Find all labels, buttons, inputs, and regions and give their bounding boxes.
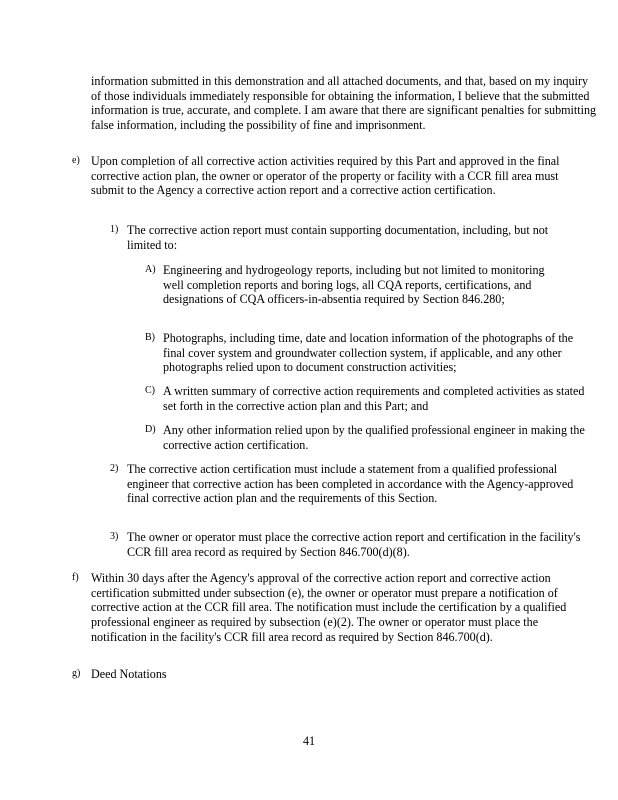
item-e3-marker: 3) — [110, 531, 119, 542]
item-e1a-marker: A) — [145, 264, 156, 275]
item-e1b-text: Photographs, including time, date and location information of the photographs of the final cover system and groundwater collection system, if applicable, and any other photographs relied upon to document construction activities; — [163, 331, 574, 375]
item-e1-text: The corrective action report must contain supporting documentation, including, but not limited to: — [127, 223, 549, 252]
item-e1d-marker: D) — [145, 424, 156, 435]
item-g-text: Deed Notations — [91, 667, 167, 681]
item-e2-marker: 2) — [110, 463, 119, 474]
item-e1-marker: 1) — [110, 224, 119, 235]
item-e1c-text: A written summary of corrective action requirements and completed activities as stated set forth in the corrective action plan and this Part; and — [163, 384, 585, 413]
item-e1a-text: Engineering and hydrogeology reports, including but not limited to monitoring well completion reports and boring logs, all CQA reports, certifications, and designations of CQA officers-in-absentia required by Section 846.280; — [163, 263, 545, 307]
item-e2-text: The corrective action certification must include a statement from a qualified professional engineer that corrective action has been completed in accordance with the Agency-approved final corrective action plan and the requirements of this Section. — [127, 462, 574, 506]
item-f-text: Within 30 days after the Agency's approval of the corrective action report and corrective action certification submitted under subsection (e), the owner or operator must prepare a notification of corrective action at the CCR fill area. The notification must include the certification by a qualified professional engineer as required by subsection (e)(2). The owner or operator must place the notification in the facility's CCR fill area record as required by Section 846.700(d). — [91, 571, 567, 644]
page-number: 41 — [302, 734, 316, 748]
item-e1d-text: Any other information relied upon by the qualified professional engineer in making the corrective action certification. — [163, 423, 585, 452]
item-e1c-marker: C) — [145, 385, 155, 396]
item-e1b-marker: B) — [145, 332, 155, 343]
item-e-marker: e) — [72, 155, 80, 166]
intro-paragraph: information submitted in this demonstration and all attached documents, and that, based on my inquiry of those individuals immediately responsible for obtaining the information, I believe that the submitted information is true, accurate, and complete. I am aware that there are significant penalties for submitting false information, including the possibility of fine and imprisonment. — [91, 74, 597, 133]
item-f-marker: f) — [72, 572, 79, 583]
item-e-text: Upon completion of all corrective action activities required by this Part and approved in the final corrective action plan, the owner or operator of the property or facility with a CCR fill area must submit to the Agency a corrective action report and a corrective action certification. — [91, 154, 560, 198]
item-g-marker: g) — [72, 668, 81, 679]
item-e3-text: The owner or operator must place the corrective action report and certification in the facility's CCR fill area record as required by Section 846.700(d)(8). — [127, 530, 581, 559]
